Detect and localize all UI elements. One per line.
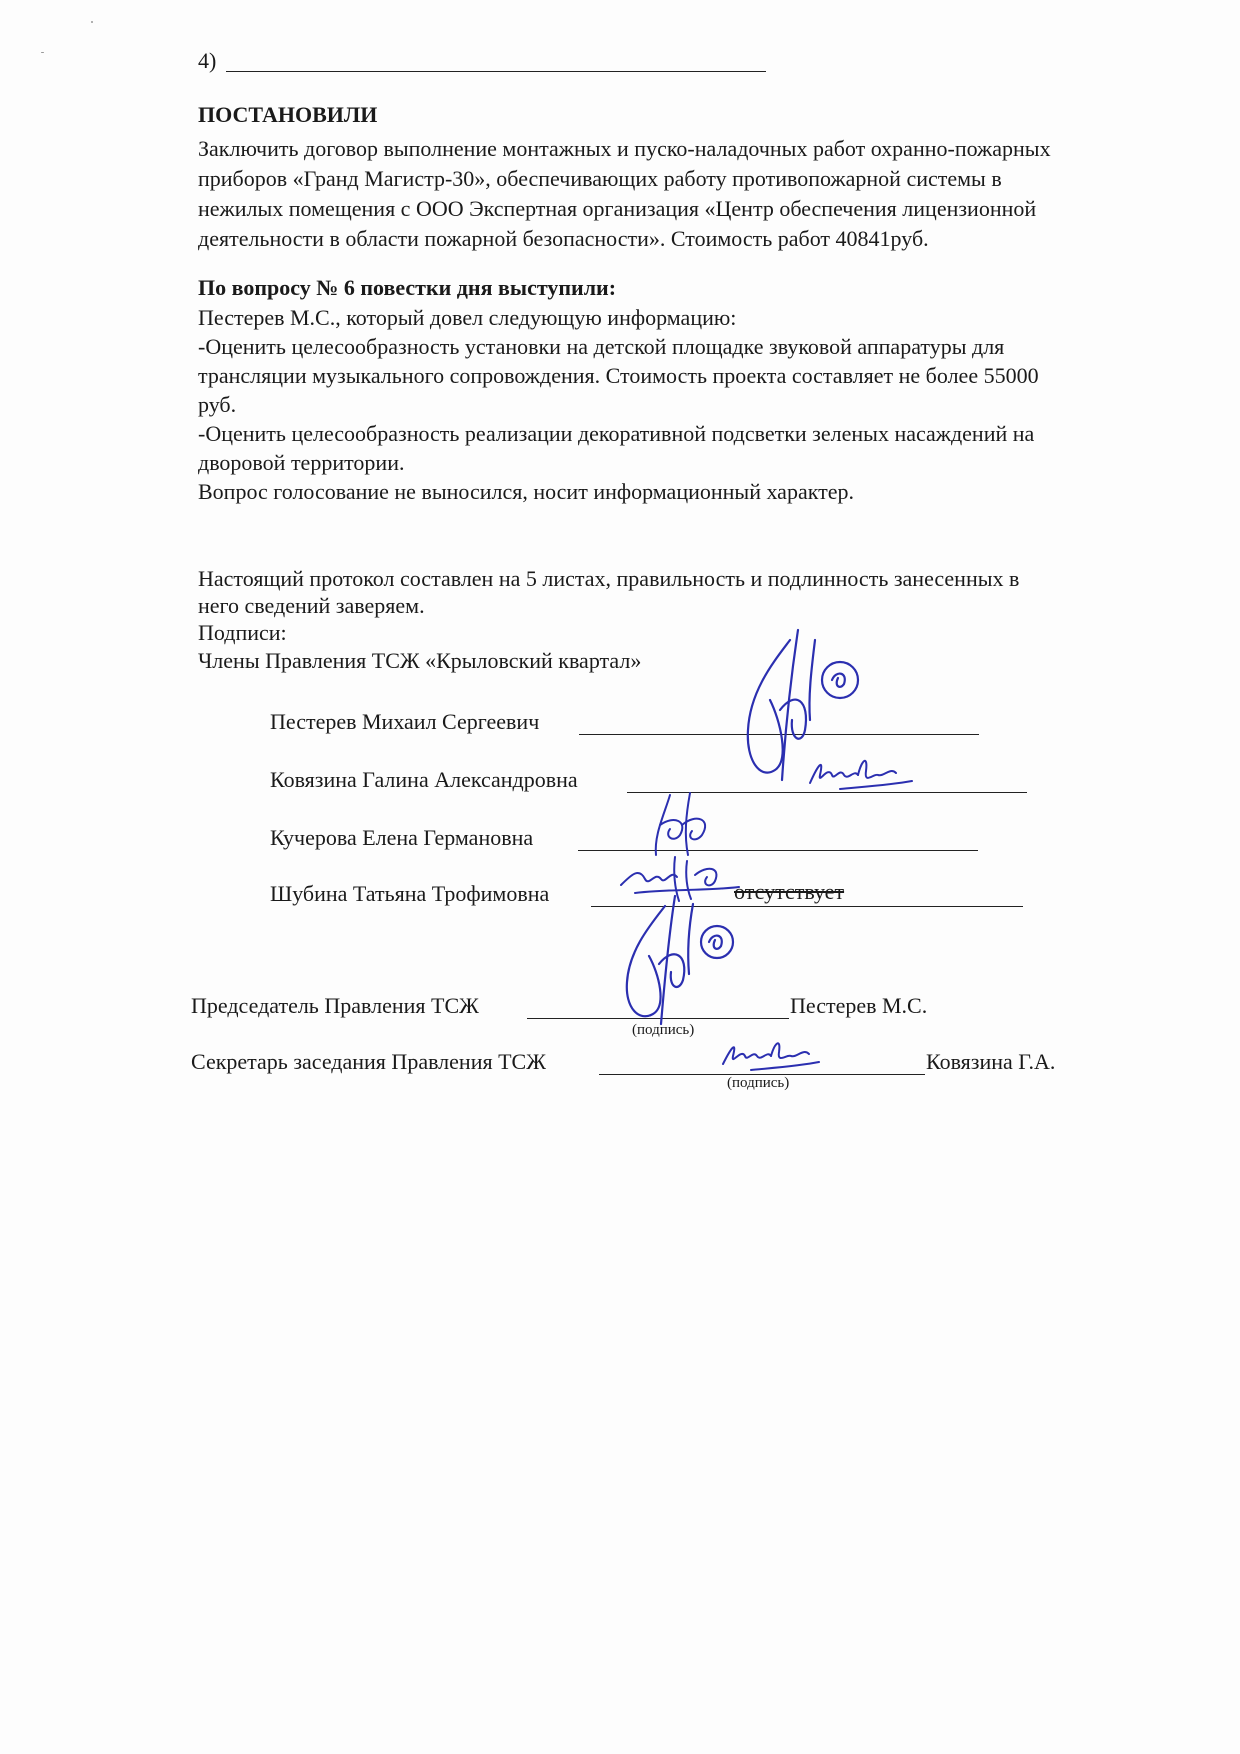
member-name: Шубина Татьяна Трофимовна (270, 881, 550, 906)
scan-speck (41, 52, 44, 53)
question-line: трансляции музыкального сопровождения. Стоимость проекта составляет не более 55000 (198, 363, 1039, 388)
resolution-line: Заключить договор выполнение монтажных и пуско-наладочных работ охранно-пожарных (198, 136, 1051, 161)
board-label: Члены Правления ТСЖ «Крыловский квартал» (198, 648, 642, 673)
question-line: -Оценить целесообразность реализации декоративной подсветки зеленых насаждений на (198, 421, 1035, 446)
signatures-label: Подписи: (198, 620, 287, 645)
secretary-name: Ковязина Г.А. (926, 1049, 1056, 1074)
member-name: Кучерова Елена Германовна (270, 825, 534, 850)
question-line: руб. (198, 392, 237, 417)
closing-line: Настоящий протокол составлен на 5 листах, правильность и подлинность занесенных в (198, 566, 1020, 591)
chair-label: Председатель Правления ТСЖ (191, 993, 479, 1018)
question-line: -Оценить целесообразность установки на детской площадке звуковой аппаратуры для (198, 334, 1005, 359)
signature-pesterev-chair (605, 890, 755, 1030)
resolution-line: деятельности в области пожарной безопасности». Стоимость работ 40841руб. (198, 226, 929, 251)
item-blank-line (226, 71, 766, 72)
chair-name: Пестерев М.С. (790, 993, 928, 1018)
question-line: дворовой территории. (198, 450, 405, 475)
resolution-heading: ПОСТАНОВИЛИ (198, 102, 378, 127)
resolution-line: нежилых помещения с ООО Экспертная организация «Центр обеспечения лицензионной (198, 196, 1037, 221)
scan-speck (91, 21, 93, 23)
secretary-signature-caption: (подпись) (727, 1075, 790, 1091)
member-name: Ковязина Галина Александровна (270, 767, 578, 792)
closing-line: него сведений заверяем. (198, 593, 425, 618)
member-name: Пестерев Михаил Сергеевич (270, 709, 540, 734)
secretary-label: Секретарь заседания Правления ТСЖ (191, 1049, 546, 1074)
signature-kovyazina-secretary (715, 1028, 825, 1078)
item-number: 4) (198, 48, 217, 73)
chair-signature-caption: (подпись) (632, 1022, 695, 1038)
question-line: Пестерев М.С., который довел следующую информацию: (198, 305, 737, 330)
question-line: Вопрос голосование не выносился, носит информационный характер. (198, 479, 854, 504)
absent-note: отсутствует (734, 879, 845, 904)
signature-kovyazina-member (800, 745, 920, 795)
question-heading: По вопросу № 6 повестки дня выступили: (198, 275, 617, 300)
resolution-line: приборов «Гранд Магистр-30», обеспечивающих работу противопожарной системы в (198, 166, 1002, 191)
